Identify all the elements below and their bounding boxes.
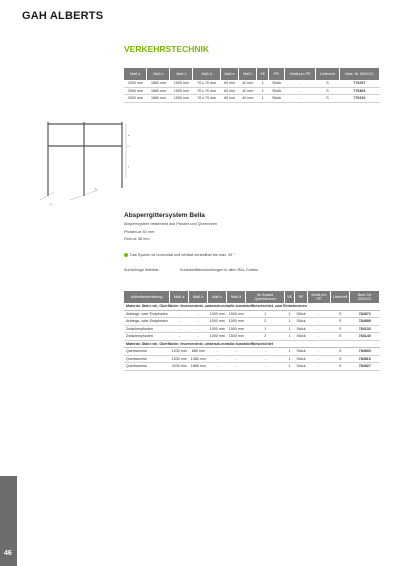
table-header: VE: [285, 291, 295, 303]
table-cell: Zwischenpfosten: [124, 325, 170, 333]
table-row: [124, 310, 380, 318]
table-cell: 1030 mm: [171, 349, 187, 354]
table-cell: -: [170, 325, 189, 333]
table-cell: 70 x 70 mm: [193, 87, 221, 95]
bullet-dot-icon: [124, 253, 128, 257]
table-row: [124, 363, 380, 371]
section-title: VERKEHRSTECHNIK: [124, 44, 210, 54]
product-description: Absperrsystem bestehend aus Pfosten und Querrohren: [124, 222, 218, 226]
table-cell: -: [308, 355, 331, 363]
table-cell: Stück: [296, 364, 306, 369]
table-cell: 1860 mm: [147, 95, 170, 103]
table-cell: Quertraverse: [124, 355, 170, 363]
table-cell: 1500 mm: [228, 311, 244, 316]
table-cell: 1: [285, 318, 295, 326]
table-cell: 2: [246, 318, 285, 326]
table-cell: 1500 mm: [228, 319, 244, 324]
table-cell: 784133: [350, 325, 380, 333]
table-cell: -: [284, 87, 315, 95]
table-cell: 1885 mm: [190, 364, 206, 369]
table-cell: -: [284, 80, 315, 87]
table-cell: Stück: [296, 356, 306, 361]
table-cell: 1: [246, 310, 285, 318]
table-cell: 1: [285, 363, 295, 371]
table-cell: 784810: [350, 355, 380, 363]
table-header: PE: [269, 68, 285, 80]
material-group-2: Material: Stahl roh, Oberfläche: feuerverzinkt, umbrauh-metallic kunststoffbeschichtet: [124, 340, 380, 348]
table-cell: -: [246, 363, 285, 371]
table-cell: 2030 mm: [171, 364, 187, 369]
table-header: Inhalt pro PE: [308, 291, 331, 303]
table-cell: 784140: [350, 333, 380, 341]
table-cell: S: [316, 95, 340, 103]
table-header: Maß d: [227, 291, 246, 303]
table-row: [124, 355, 380, 363]
table-header: Maß c: [208, 291, 227, 303]
table-cell: 770303: [339, 87, 379, 95]
table-cell: 1530 mm: [171, 356, 187, 361]
request-value: Kunststoffbeschichtungen in allen RAL-Farben: [180, 268, 259, 272]
table-cell: Stück: [269, 87, 285, 95]
table-row: [124, 333, 380, 341]
tube-diameter: Rohr-⌀: 38 mm: [124, 237, 150, 241]
table-cell: 1000 mm: [209, 334, 225, 339]
table-cell: 1: [246, 325, 285, 333]
page-number: 46: [4, 550, 12, 557]
table-cell: 1: [257, 95, 269, 103]
material-group-1: Material: Stahl roh, Oberfläche: feuerverzinkt, umbrauh-metallic kunststoffbeschichtet, zum Einbetonieren: [124, 303, 380, 310]
table-cell: -: [170, 318, 189, 326]
table-cell: -: [227, 348, 246, 356]
table-cell: -: [308, 318, 331, 326]
table-row: [124, 348, 380, 356]
table-cell: Stück: [296, 349, 306, 354]
dimensions-table: [124, 68, 380, 103]
table-cell: 784872: [350, 310, 380, 318]
table-header: PE: [295, 291, 308, 303]
table-header: Maß c: [170, 68, 193, 80]
table-cell: Stück: [296, 311, 306, 316]
table-cell: 1000 mm: [209, 319, 225, 324]
table-header: Maß b: [189, 291, 208, 303]
table-cell: 40 mm: [239, 80, 257, 87]
table-cell: 3000 mm: [124, 95, 147, 103]
request-label: Auf Anfrage lieferbar:: [124, 268, 160, 272]
table-cell: Anfangs- oder Endpfosten: [126, 319, 168, 324]
table-header: Maß a: [170, 291, 189, 303]
table-cell: 40 mm: [239, 95, 257, 103]
table-cell: S: [330, 318, 350, 326]
table-cell: 1000 mm: [209, 311, 225, 316]
table-cell: S: [330, 310, 350, 318]
table-header: Best.-Nr. 650XXX: [350, 291, 380, 303]
table-cell: S: [330, 333, 350, 341]
table-cell: 1: [257, 87, 269, 95]
table-header: Inhalt pro PE: [284, 68, 315, 80]
table-cell: -: [308, 325, 331, 333]
table-cell: Stück: [269, 80, 285, 87]
table-cell: 1: [285, 310, 295, 318]
table-cell: -: [227, 355, 246, 363]
table-cell: 2500 mm: [124, 87, 147, 95]
table-cell: Stück: [296, 326, 306, 331]
components-table: [124, 291, 380, 371]
table-cell: -: [308, 363, 331, 371]
table-cell: 2: [246, 333, 285, 341]
table-cell: 1: [285, 355, 295, 363]
table-cell: -: [189, 318, 208, 326]
table-cell: S: [330, 355, 350, 363]
table-header: Lieferzeit: [330, 291, 350, 303]
table-row: [124, 80, 380, 87]
table-cell: Anfangs- oder Endpfosten: [126, 311, 168, 316]
table-cell: 70 x 70 mm: [193, 80, 221, 87]
table-cell: -: [189, 325, 208, 333]
table-cell: 1: [285, 325, 295, 333]
table-cell: -: [308, 310, 331, 318]
table-cell: 60 mm: [220, 95, 238, 103]
dim-label-b: b: [95, 187, 97, 191]
table-cell: 1385 mm: [190, 356, 206, 361]
table-header: Maß b: [147, 68, 170, 80]
table-cell: Stück: [296, 334, 306, 339]
table-cell: Stück: [296, 319, 306, 324]
table-cell: 60 mm: [220, 80, 238, 87]
table-cell: 770297: [339, 80, 379, 87]
table-cell: -: [308, 348, 331, 356]
table-cell: -: [170, 310, 189, 318]
table-cell: -: [170, 333, 189, 341]
table-cell: 1000 mm: [209, 326, 225, 331]
table-cell: 770310: [339, 95, 379, 103]
table-cell: 1: [285, 348, 295, 356]
table-cell: 784889: [350, 318, 380, 326]
table-cell: -: [246, 348, 285, 356]
table-cell: -: [227, 363, 246, 371]
dim-label-f: f: [128, 165, 129, 169]
table-cell: 1500 mm: [228, 334, 244, 339]
table-cell: S: [316, 80, 340, 87]
table-cell: 885 mm: [189, 348, 208, 356]
table-row: [124, 95, 380, 103]
table-cell: S: [330, 325, 350, 333]
table-cell: 40 mm: [239, 87, 257, 95]
table-cell: S: [330, 348, 350, 356]
feature-bullet: [124, 253, 236, 257]
table-cell: 784803: [350, 348, 380, 356]
table-header: Lieferzeit: [316, 68, 340, 80]
table-cell: 60 mm: [220, 87, 238, 95]
product-title: Absperrgittersystem Bella: [124, 212, 205, 219]
table-cell: 1500 mm: [170, 95, 193, 103]
table-cell: -: [308, 333, 331, 341]
table-cell: 1: [285, 333, 295, 341]
table-cell: -: [246, 355, 285, 363]
table-cell: 1: [257, 80, 269, 87]
table-row: [124, 318, 380, 326]
table-cell: Quertraverse: [124, 348, 170, 356]
table-cell: S: [316, 87, 340, 95]
table-cell: -: [208, 355, 227, 363]
table-cell: -: [189, 333, 208, 341]
table-cell: -: [284, 95, 315, 103]
table-cell: 70 x 70 mm: [193, 95, 221, 103]
table-cell: Quertraverse: [124, 363, 170, 371]
table-cell: 1860 mm: [147, 87, 170, 95]
table-cell: 784827: [350, 363, 380, 371]
brand-logo: GAH ALBERTS: [22, 10, 104, 22]
table-cell: 1860 mm: [147, 80, 170, 87]
table-cell: S: [330, 363, 350, 371]
table-cell: -: [208, 363, 227, 371]
table-header: Maß e: [220, 68, 238, 80]
table-cell: Stück: [269, 95, 285, 103]
post-diameter: Pfosten-⌀: 60 mm: [124, 230, 155, 234]
table-header: Maß a: [124, 68, 147, 80]
table-header: Artikelbeschreibung: [124, 291, 170, 303]
table-header: Maß d: [193, 68, 221, 80]
table-cell: 1500 mm: [170, 80, 193, 87]
feature-text: Das System ist horizontal und vertikal verstellbar bis max. 45 °.: [130, 253, 236, 257]
table-cell: 2000 mm: [124, 80, 147, 87]
table-header: Maß f: [239, 68, 257, 80]
table-row: [124, 87, 380, 95]
table-header: VE: [257, 68, 269, 80]
dim-label-e: e: [128, 133, 130, 137]
table-cell: -: [208, 348, 227, 356]
dim-label-a: a: [50, 202, 52, 206]
table-header: für Anzahl Querträveren: [246, 291, 285, 303]
table-cell: -: [189, 310, 208, 318]
table-header: Best.-Nr. 650XXX: [339, 68, 379, 80]
table-cell: 1500 mm: [228, 326, 244, 331]
table-row: [124, 325, 380, 333]
table-cell: Zwischenpfosten: [124, 333, 170, 341]
table-cell: 1500 mm: [170, 87, 193, 95]
barrier-drawing: [40, 108, 150, 208]
